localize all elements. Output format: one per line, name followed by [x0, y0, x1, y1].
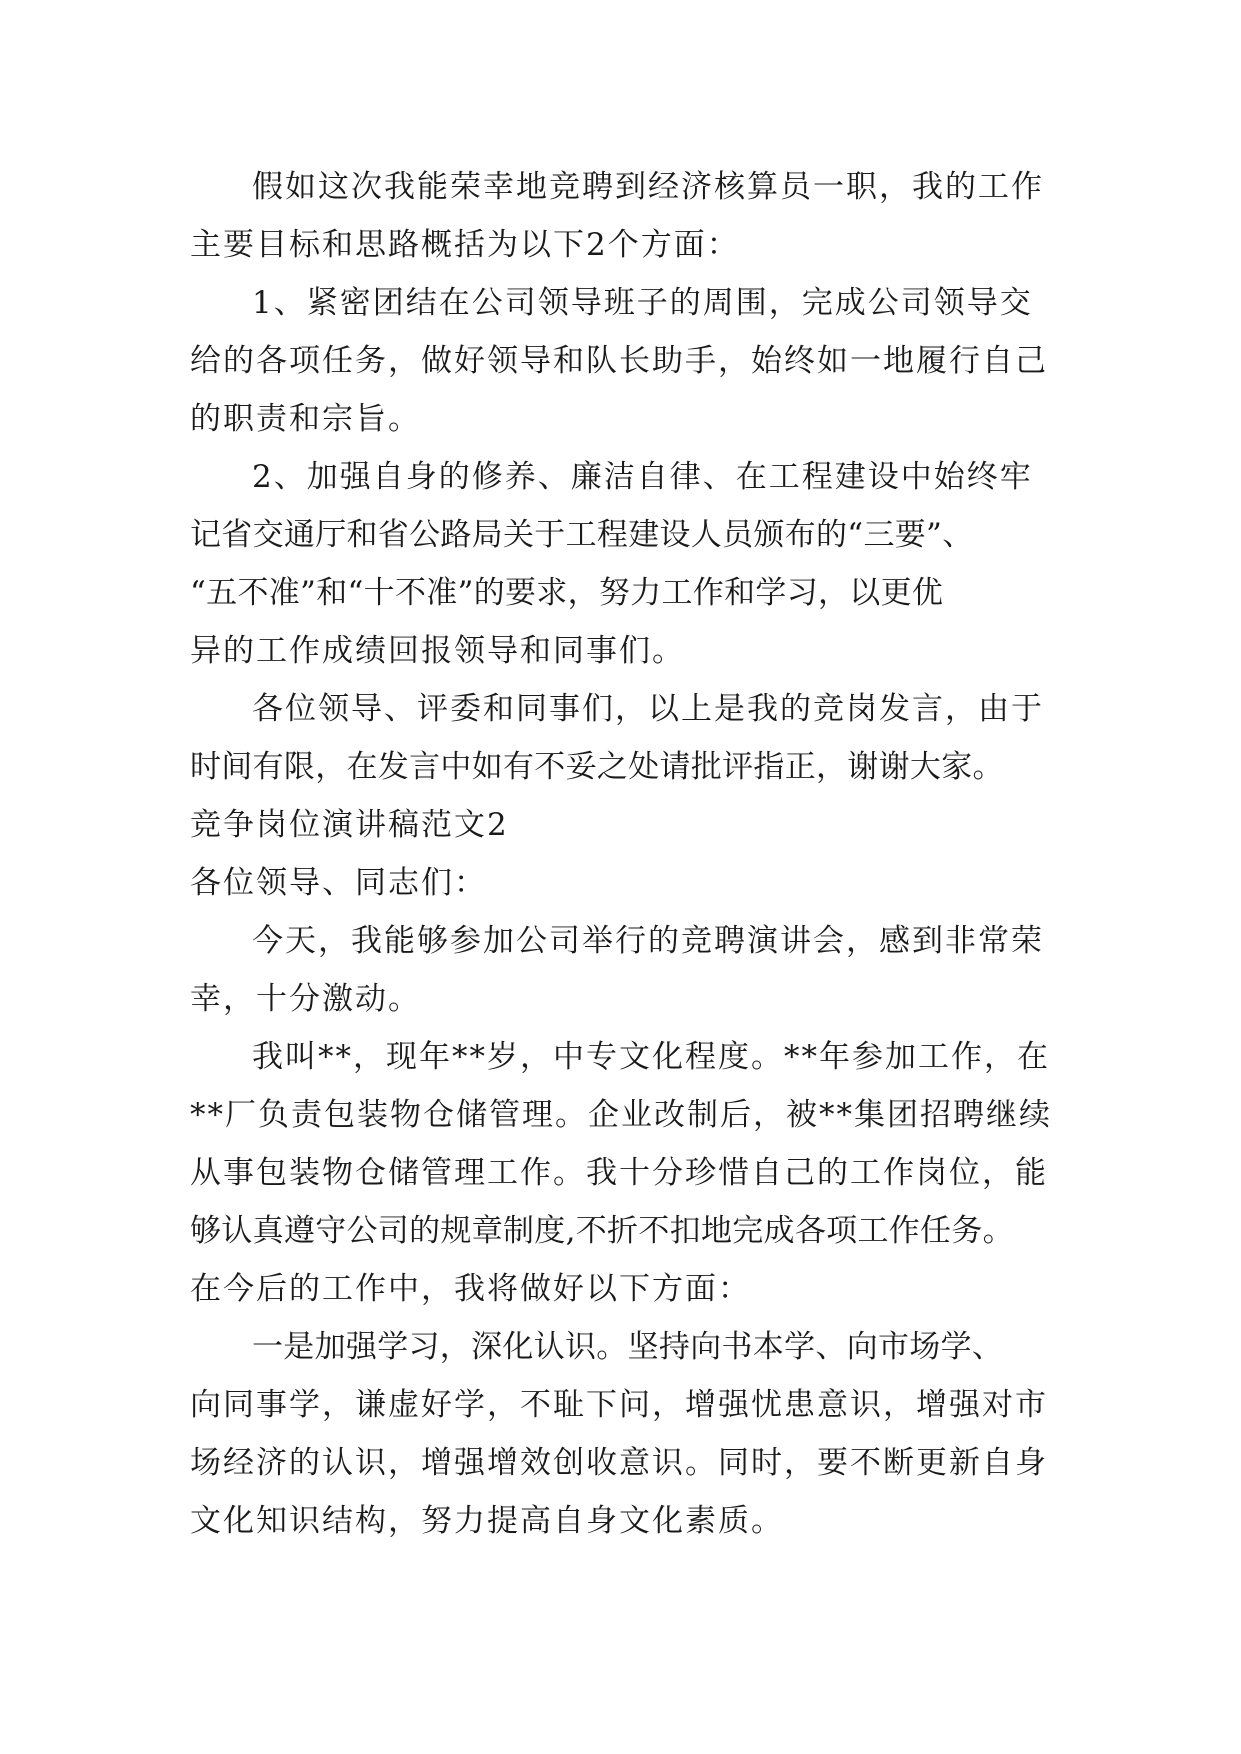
paragraph-line: 记省交通厅和省公路局关于工程建设人员颁布的“三要”、 [190, 517, 974, 553]
section-heading: 竞争岗位演讲稿范文2 [190, 807, 509, 843]
paragraph-line: 假如这次我能荣幸地竞聘到经济核算员一职，我的工作 [252, 169, 1044, 205]
paragraph-line: 场经济的认识，增强增效创收意识。同时，要不断更新自身 [190, 1445, 1048, 1481]
paragraph-line: 的职责和宗旨。 [190, 401, 421, 437]
paragraph-line: 幸，十分激动。 [190, 981, 421, 1017]
paragraph-line: 给的各项任务，做好领导和队长助手，始终如一地履行自己 [190, 343, 1048, 379]
paragraph-line: “五不准”和“十不准”的要求，努力工作和学习，以更优 [190, 575, 944, 611]
paragraph-line: 时间有限，在发言中如有不妥之处请批评指正，谢谢大家。 [190, 749, 1004, 785]
paragraph-line: 2、加强自身的修养、廉洁自律、在工程建设中始终牢 [252, 459, 1033, 495]
paragraph-line: 向同事学，谦虚好学，不耻下问，增强忧患意识，增强对市 [190, 1387, 1048, 1423]
paragraph-line: 今天，我能够参加公司举行的竞聘演讲会，感到非常荣 [252, 923, 1044, 959]
paragraph-line: 异的工作成绩回报领导和同事们。 [190, 633, 685, 669]
paragraph-line: 够认真遵守公司的规章制度,不折不扣地完成各项工作任务。 [190, 1213, 1014, 1249]
paragraph-line: 一是加强学习，深化认识。坚持向书本学、向市场学、 [252, 1329, 1004, 1365]
salutation: 各位领导、同志们： [190, 865, 487, 901]
paragraph-line: 在今后的工作中，我将做好以下方面： [190, 1271, 751, 1307]
paragraph-line: 我叫**，现年**岁，中专文化程度。**年参加工作，在 [252, 1039, 1050, 1075]
paragraph-line: 各位领导、评委和同事们，以上是我的竞岗发言，由于 [252, 691, 1044, 727]
paragraph-line: **厂负责包装物仓储管理。企业改制后，被**集团招聘继续 [190, 1097, 1052, 1133]
paragraph-line: 文化知识结构，努力提高自身文化素质。 [190, 1503, 784, 1539]
paragraph-line: 主要目标和思路概括为以下2个方面： [190, 227, 740, 263]
paragraph-line: 1、紧密团结在公司领导班子的周围，完成公司领导交 [252, 285, 1033, 321]
paragraph-line: 从事包装物仓储管理工作。我十分珍惜自己的工作岗位，能 [190, 1155, 1048, 1191]
